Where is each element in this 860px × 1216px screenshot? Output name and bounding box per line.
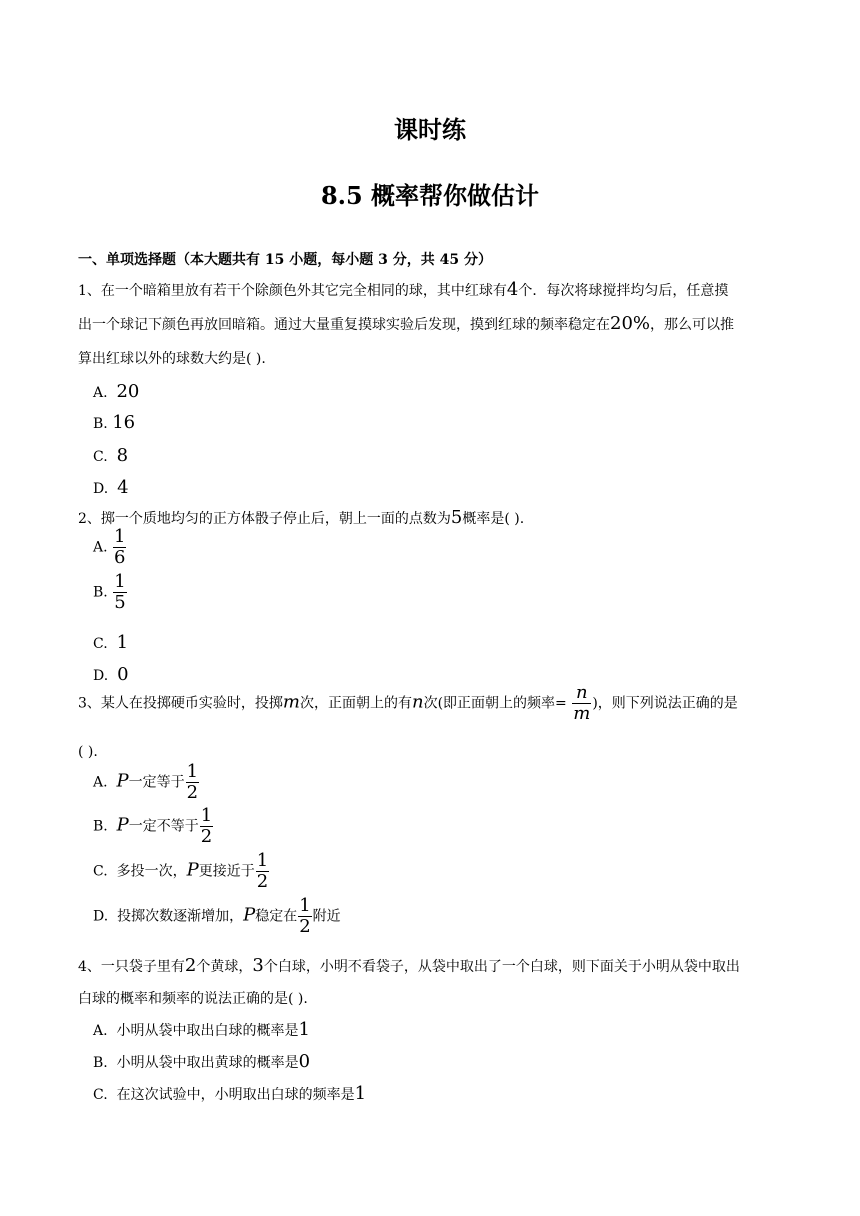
q4-option-c[interactable]: C. 在这次试验中，小明取出白球的频率是1 [93,1083,367,1104]
question-1-line-3: 算出红球以外的球数大约是( ). [78,351,266,367]
q2-option-d[interactable]: D. 0 [93,664,129,685]
q4-option-b[interactable]: B. 小明从袋中取出黄球的概率是0 [93,1051,311,1072]
q3-option-a[interactable]: A. P一定等于 $\frac{1}{2}$ [93,761,199,803]
q3-option-c[interactable]: C. 多投一次，P更接近于 $\frac{1}{2}$ [93,850,269,892]
q2-option-b[interactable]: B. $\frac{1}{5}$ [93,571,126,613]
q1-option-b[interactable]: B. 16 [93,412,136,433]
q1-option-c[interactable]: C. 8 [93,445,129,466]
q1-option-a[interactable]: A. 20 [93,381,140,402]
q2-option-a[interactable]: A. $\frac{1}{6}$ [93,526,126,568]
fraction: $\frac{1}{2}$ [186,761,199,803]
question-4-line-1: 4、一只袋子里有2个黄球，3个白球，小明不看袋子，从袋中取出了一个白球，则下面关于小明从袋中取出 [78,955,740,976]
frequency-fraction: $\frac{n}{m}$ [573,682,591,724]
fraction: $\frac{1}{2}$ [256,850,269,892]
page-title: 课时练 [394,115,466,144]
question-3-line-1: 3、某人在投掷硬币实验时，投掷m次，正面朝上的有n次(即正面朝上的频率= $\frac{n}{m}$ )，则下列说法正确的是 [78,682,738,724]
q3-option-d[interactable]: D. 投掷次数逐渐增加，P稳定在 $\frac{1}{2}$ 附近 [93,895,341,937]
question-2-text: 2、掷一个质地均匀的正方体骰子停止后，朝上一面的点数为5概率是( ). [78,507,525,528]
q4-option-a[interactable]: A. 小明从袋中取出白球的概率是1 [93,1019,310,1040]
q3-option-b[interactable]: B. P一定不等于 $\frac{1}{2}$ [93,805,213,847]
fraction: $\frac{1}{2}$ [299,895,311,937]
question-3-line-2: ( ). [78,744,98,760]
question-4-line-2: 白球的概率和频率的说法正确的是( ). [78,991,308,1007]
fraction: $\frac{1}{2}$ [200,805,213,847]
q2-option-c[interactable]: C. 1 [93,632,129,653]
question-1-line-1: 1、在一个暗箱里放有若干个除颜色外其它完全相同的球，其中红球有4个．每次将球搅拌均匀后，任意摸 [78,279,729,300]
fraction: $\frac{1}{5}$ [114,571,126,613]
question-1-line-2: 出一个球记下颜色再放回暗箱。通过大量重复摸球实验后发现，摸到红球的频率稳定在20%，那么可以推 [78,313,735,334]
fraction: $\frac{1}{6}$ [114,526,126,568]
q1-option-d[interactable]: D. 4 [93,477,129,498]
page-subtitle: 8.5 概率帮你做估计 [320,181,540,210]
section-heading: 一、单项选择题（本大题共有 15 小题，每小题 3 分，共 45 分） [78,252,492,268]
